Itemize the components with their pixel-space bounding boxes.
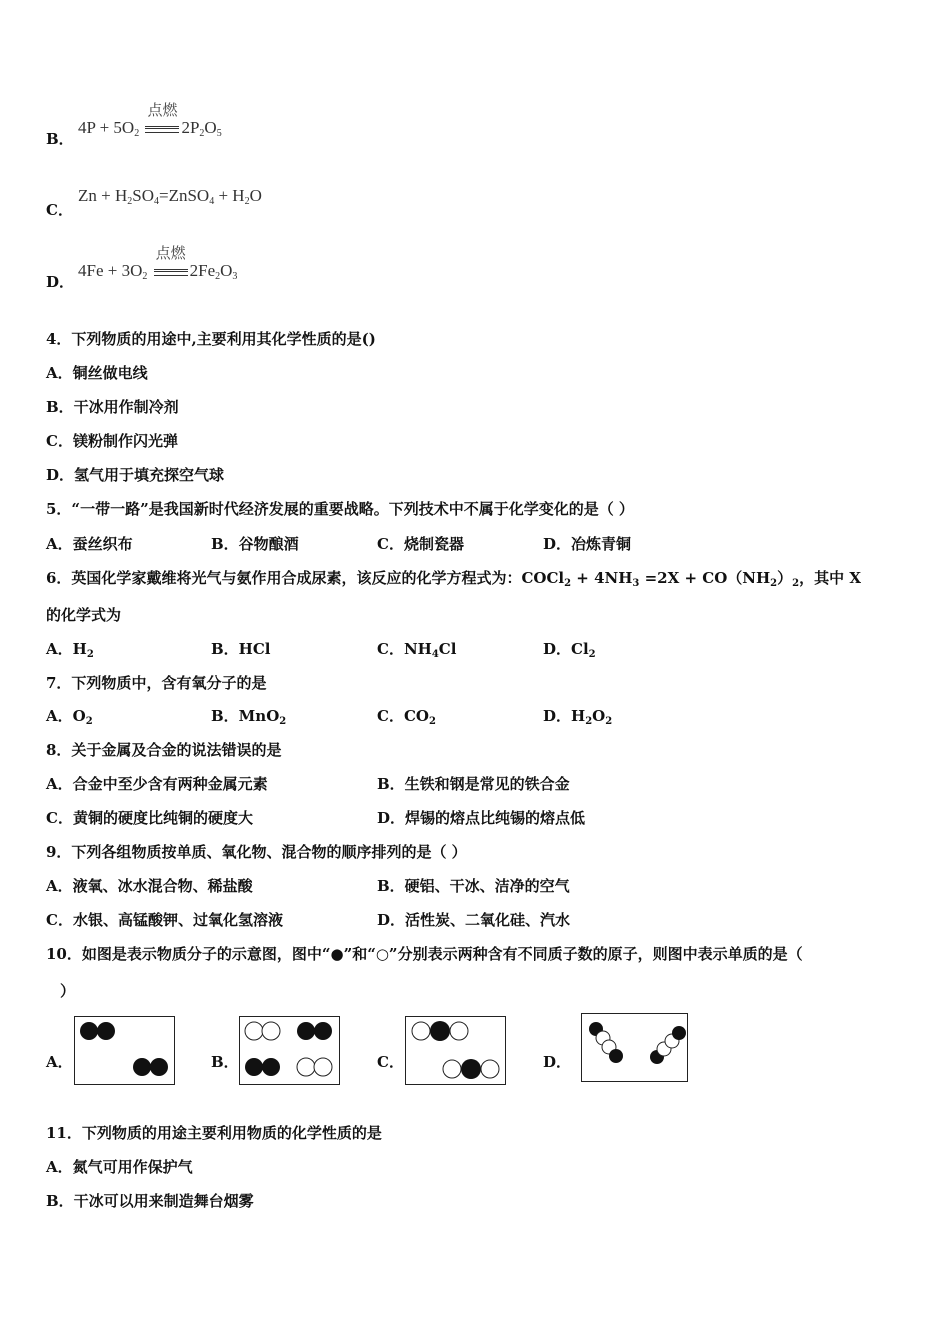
stem-text: =2X + CO（NH: [639, 569, 771, 587]
q6-option-b[interactable]: B．HCl: [211, 640, 271, 658]
opt-text: D．H: [543, 707, 586, 725]
question-10-stem-cont: ）: [60, 982, 76, 1000]
equation-d: [78, 244, 238, 282]
eq-text: O: [249, 186, 262, 205]
stem-sub: 2: [792, 578, 800, 589]
q5-option-a[interactable]: A．蚕丝织布: [46, 535, 133, 553]
opt-sub: 2: [585, 716, 593, 727]
opt-text: D．Cl: [543, 640, 589, 658]
eq-sub: 2: [244, 196, 250, 207]
q8-option-c[interactable]: C．黄铜的硬度比纯铜的硬度大: [46, 809, 253, 827]
opt-text: B．MnO: [211, 707, 280, 725]
q10-option-d[interactable]: D．: [543, 1053, 572, 1071]
reaction-arrow: [145, 101, 179, 138]
q5-option-d[interactable]: D．冶炼青铜: [543, 535, 632, 553]
q6-option-c[interactable]: [377, 639, 456, 665]
molecule-figure-c: [405, 1016, 507, 1086]
reaction-condition: 点燃: [155, 244, 186, 262]
q9-option-c[interactable]: C．水银、高锰酸钾、过氧化氢溶液: [46, 911, 283, 929]
eq-text: 4P + 5O: [78, 118, 135, 137]
question-6-stem: [46, 568, 861, 594]
q9-option-b[interactable]: B．硬铝、干冰、洁净的空气: [377, 877, 570, 895]
q6-option-d[interactable]: [543, 639, 596, 665]
opt-text: A．H: [46, 640, 87, 658]
q9-option-d[interactable]: D．活性炭、二氧化硅、汽水: [377, 911, 571, 929]
q8-option-d[interactable]: D．焊锡的熔点比纯锡的熔点低: [377, 809, 586, 827]
eq-text: 2Fe: [189, 261, 216, 280]
opt-sub: 4: [431, 649, 439, 660]
equation-b: [78, 101, 222, 139]
opt-text: C．CO: [377, 707, 429, 725]
opt-sub: 2: [85, 716, 93, 727]
question-9-stem: 9．下列各组物质按单质、氧化物、混合物的顺序排列的是（ ）: [46, 843, 467, 861]
option-letter-b: B．: [46, 130, 74, 148]
eq-text: =ZnSO: [158, 186, 210, 205]
eq-sub: 2: [142, 271, 148, 282]
q5-option-c[interactable]: C．烧制瓷器: [377, 535, 464, 553]
opt-text: Cl: [438, 640, 457, 658]
opt-text: O: [592, 707, 606, 725]
reaction-condition: 点燃: [147, 101, 178, 119]
eq-sub: 2: [215, 271, 221, 282]
option-letter-d: D．: [46, 273, 75, 291]
molecule-figure-d: [581, 1013, 689, 1083]
eq-sub: 3: [232, 271, 238, 282]
eq-sub: 2: [199, 128, 205, 139]
q4-option-b[interactable]: B．干冰用作制冷剂: [46, 398, 179, 416]
option-letter-c: C．: [46, 201, 73, 219]
question-4-stem: 4．下列物质的用途中,主要利用其化学性质的是(): [46, 330, 376, 348]
molecule-figure-a: [74, 1016, 176, 1086]
question-5-stem: 5．“一带一路”是我国新时代经济发展的重要战略。下列技术中不属于化学变化的是（ ）: [46, 500, 634, 518]
question-11-stem: 11．下列物质的用途主要利用物质的化学性质的是: [46, 1124, 382, 1142]
q10-option-a[interactable]: A．: [46, 1053, 73, 1071]
q7-option-d[interactable]: [543, 706, 612, 732]
molecule-figure-b: [239, 1016, 341, 1086]
eq-text: Zn + H: [78, 186, 128, 205]
eq-sub: 2: [127, 196, 133, 207]
eq-text: O: [204, 118, 217, 137]
q11-option-a[interactable]: A．氮气可用作保护气: [46, 1158, 193, 1176]
eq-text: SO: [132, 186, 154, 205]
q10-option-c[interactable]: C．: [377, 1053, 404, 1071]
stem-text: + 4NH: [571, 569, 633, 587]
eq-text: + H: [214, 186, 245, 205]
eq-sub: 4: [153, 196, 159, 207]
q4-option-a[interactable]: A．铜丝做电线: [46, 364, 148, 382]
opt-text: A．O: [46, 707, 86, 725]
q6-option-a[interactable]: [46, 639, 94, 665]
stem-text: 6．英国化学家戴维将光气与氨作用合成尿素，该反应的化学方程式为：COCl: [46, 569, 565, 587]
opt-sub: 2: [588, 649, 596, 660]
opt-sub: 2: [428, 716, 436, 727]
q11-option-b[interactable]: B．干冰可以用来制造舞台烟雾: [46, 1192, 254, 1210]
question-10-stem: 10．如图是表示物质分子的示意图，图中“●”和“○”分别表示两种含有不同质子数的原子，则图中表示单质的是（: [46, 945, 803, 963]
q5-option-b[interactable]: B．谷物酿酒: [211, 535, 299, 553]
eq-sub: 2: [134, 128, 140, 139]
equation-c: [78, 186, 262, 207]
stem-text: ，其中 X: [799, 569, 861, 587]
question-8-stem: 8．关于金属及合金的说法错误的是: [46, 741, 282, 759]
stem-text: ）: [777, 569, 793, 587]
stem-sub: 2: [564, 578, 572, 589]
eq-sub: 5: [216, 128, 222, 139]
q9-option-a[interactable]: A．液氧、冰水混合物、稀盐酸: [46, 877, 253, 895]
q7-option-b[interactable]: [211, 706, 286, 732]
stem-sub: 2: [770, 578, 778, 589]
opt-sub: 2: [605, 716, 613, 727]
q10-option-b[interactable]: B．: [211, 1053, 239, 1071]
question-7-stem: 7．下列物质中，含有氧分子的是: [46, 674, 267, 692]
q4-option-c[interactable]: C．镁粉制作闪光弹: [46, 432, 178, 450]
eq-text: 2P: [181, 118, 200, 137]
opt-sub: 2: [279, 716, 287, 727]
stem-sub: 3: [632, 578, 640, 589]
eq-text: 4Fe + 3O: [78, 261, 143, 280]
opt-sub: 2: [86, 649, 94, 660]
eq-sub: 4: [209, 196, 215, 207]
q8-option-a[interactable]: A．合金中至少含有两种金属元素: [46, 775, 268, 793]
q7-option-a[interactable]: [46, 706, 93, 732]
q7-option-c[interactable]: [377, 706, 436, 732]
q8-option-b[interactable]: B．生铁和钢是常见的铁合金: [377, 775, 570, 793]
eq-text: O: [220, 261, 233, 280]
q4-option-d[interactable]: D．氢气用于填充探空气球: [46, 466, 225, 484]
question-6-stem-cont: 的化学式为: [46, 606, 122, 624]
reaction-arrow: [154, 244, 188, 281]
opt-text: C．NH: [377, 640, 432, 658]
